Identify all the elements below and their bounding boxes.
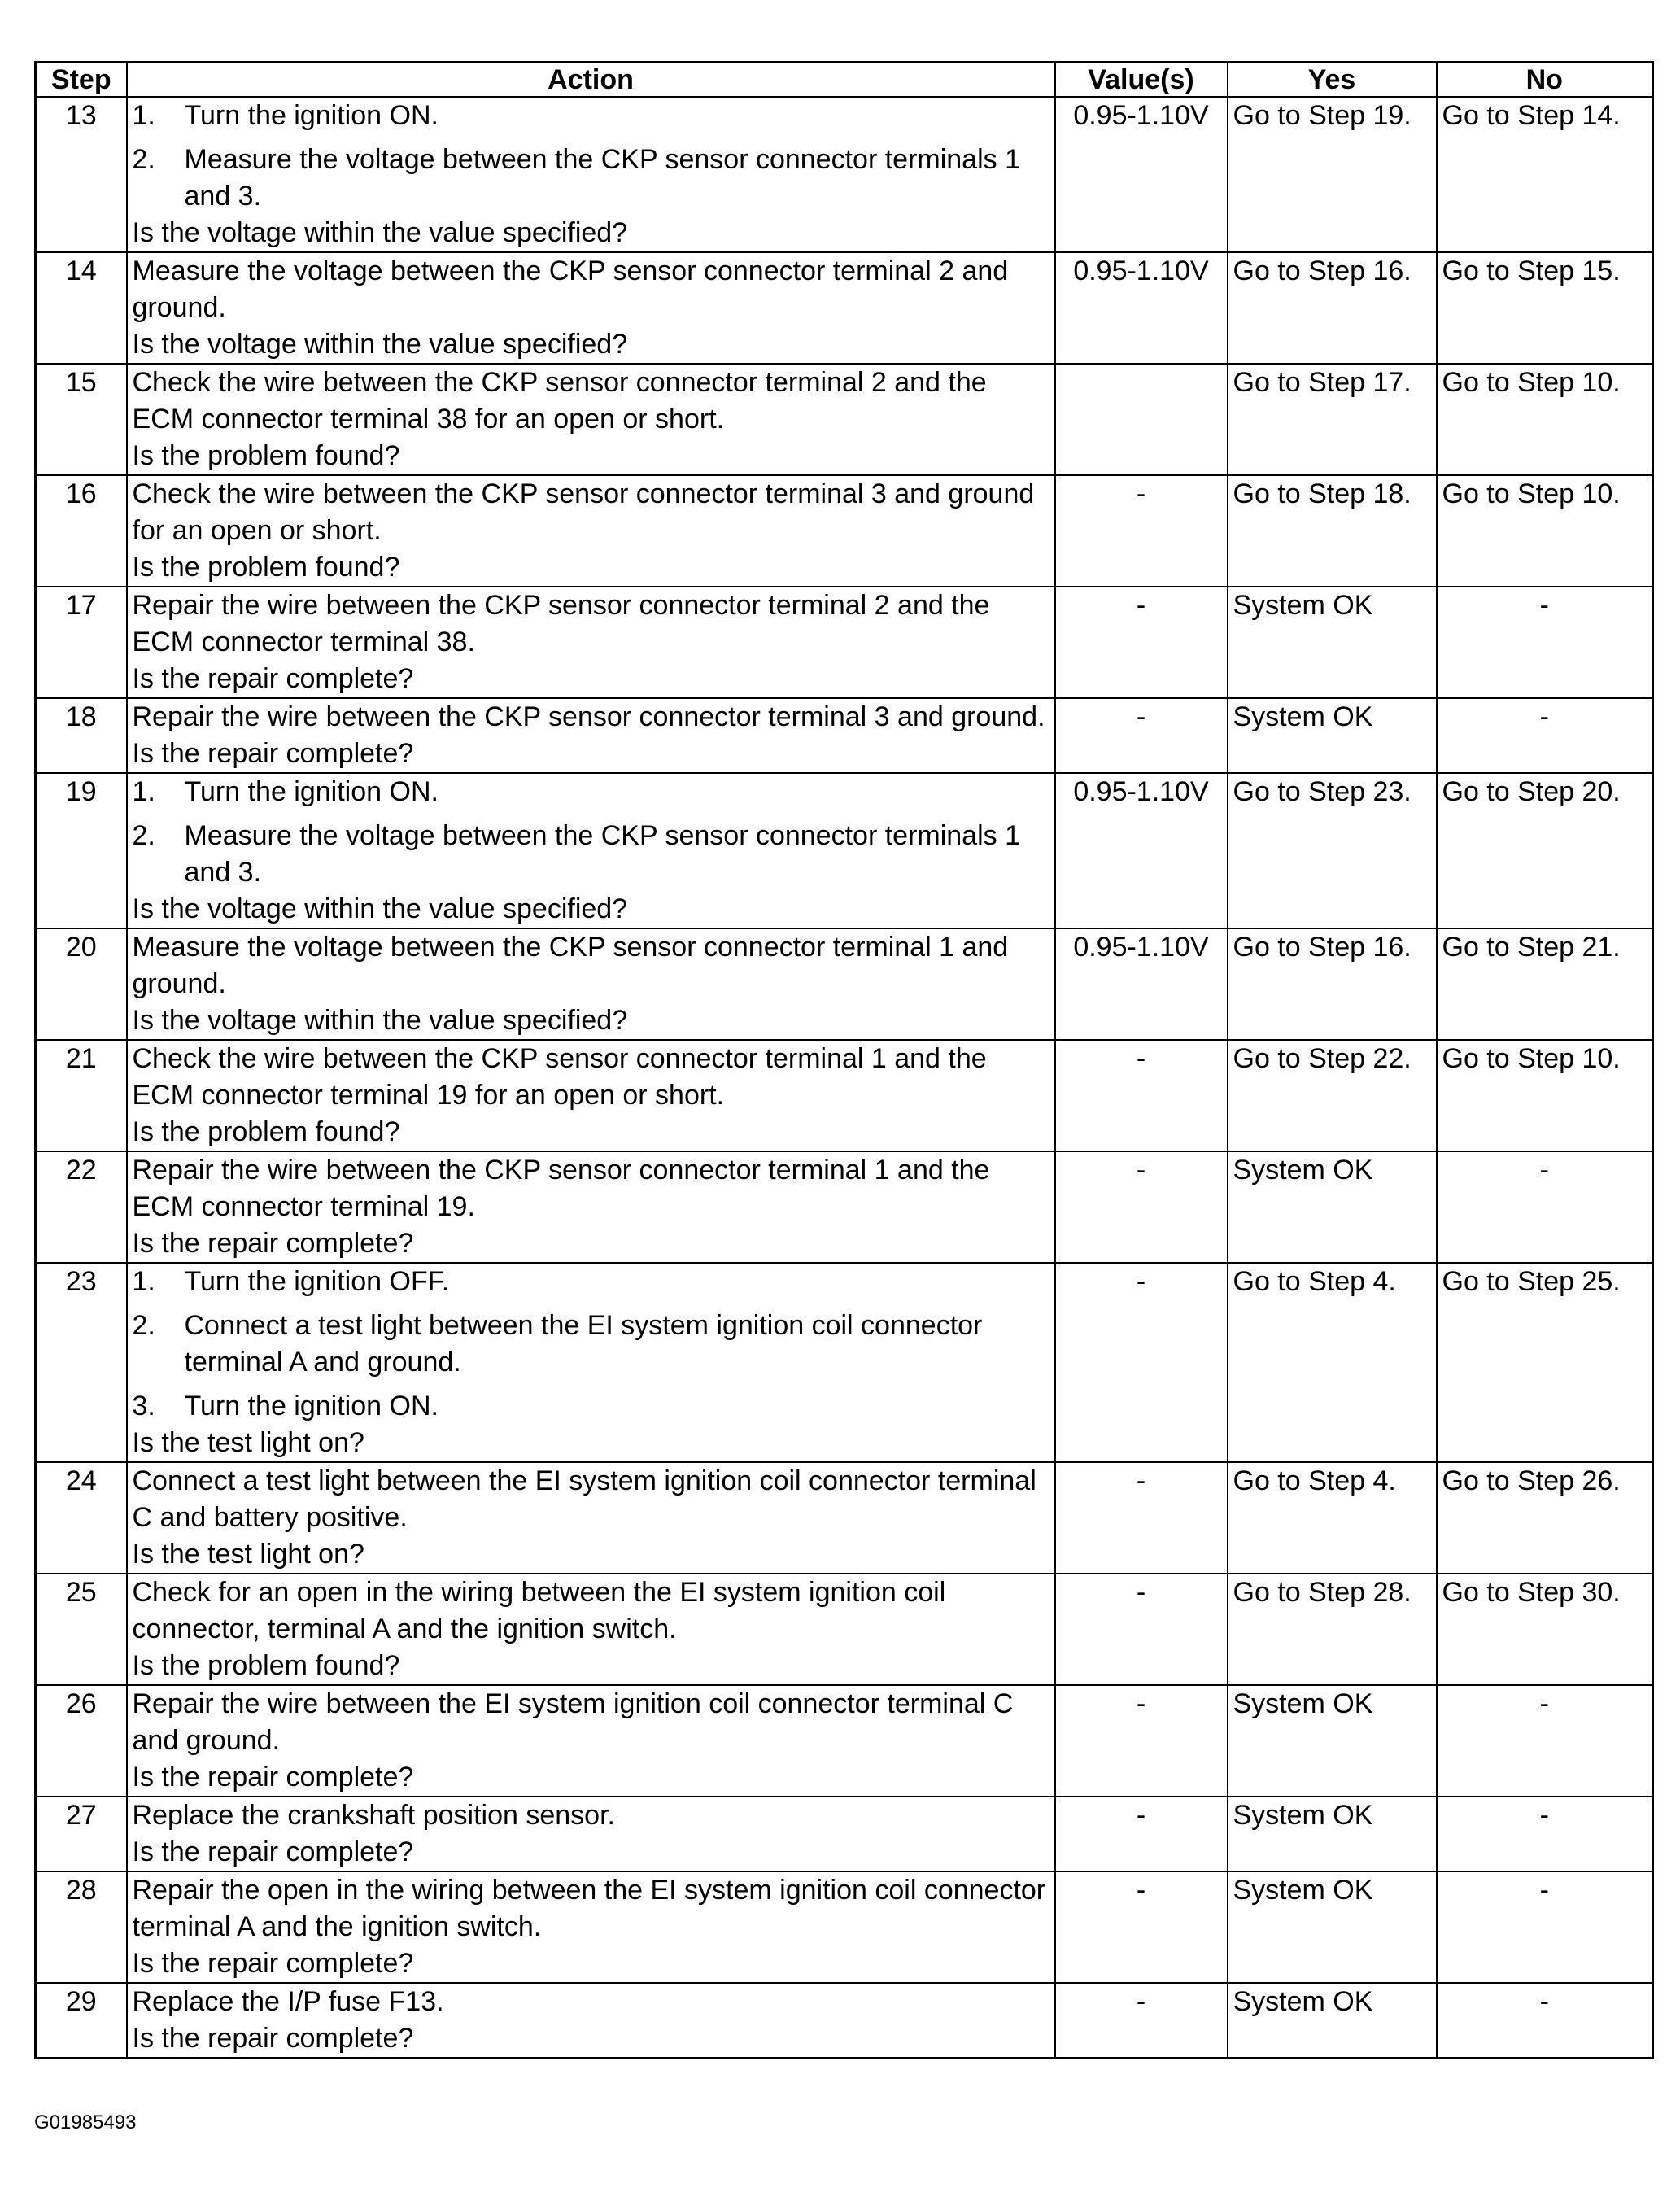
substep-text: Turn the ignition OFF.	[184, 1266, 450, 1297]
yes-cell: System OK	[1228, 587, 1437, 698]
value-cell: -	[1055, 1151, 1228, 1263]
step-number: 21	[36, 1040, 127, 1151]
yes-cell: System OK	[1228, 1797, 1437, 1871]
figure-code: G01985493	[34, 2111, 137, 2133]
yes-cell: Go to Step 16.	[1228, 252, 1437, 364]
yes-cell: Go to Step 23.	[1228, 773, 1437, 928]
value-cell	[1055, 364, 1228, 475]
action-text: Check for an open in the wiring between the EI system ignition coil connector, terminal A and the ignition switch.	[132, 1577, 946, 1644]
action-question: Is the voltage within the value specified?	[132, 893, 628, 924]
no-cell: Go to Step 21.	[1437, 928, 1653, 1040]
step-number: 18	[36, 698, 127, 773]
table-header-row	[36, 63, 1653, 98]
value-cell: -	[1055, 1871, 1228, 1983]
action-question: Is the voltage within the value specified?	[132, 1005, 628, 1036]
substep-text: Turn the ignition ON.	[184, 1391, 439, 1421]
substep-number: 2.	[132, 144, 155, 175]
value-cell: -	[1055, 1983, 1228, 2059]
no-cell: Go to Step 26.	[1437, 1462, 1653, 1574]
action-text: Repair the wire between the CKP sensor connector terminal 2 and the ECM connector terminal 38.	[132, 590, 990, 657]
diagnostic-table-page	[34, 61, 1652, 2059]
action-cell	[127, 1797, 1055, 1871]
action-cell	[127, 1263, 1055, 1462]
step-number: 24	[36, 1462, 127, 1574]
table-row	[36, 587, 1653, 698]
yes-cell: Go to Step 4.	[1228, 1462, 1437, 1574]
action-text: Repair the wire between the CKP sensor connector terminal 3 and ground.	[132, 701, 1045, 732]
step-number: 20	[36, 928, 127, 1040]
action-text: Check the wire between the CKP sensor connector terminal 2 and the ECM connector terminal 38 for an open or short.	[132, 367, 987, 434]
action-cell	[127, 1151, 1055, 1263]
no-cell: Go to Step 20.	[1437, 773, 1653, 928]
action-cell	[127, 475, 1055, 587]
action-text: Connect a test light between the EI system ignition coil connector terminal C and battery positive.	[132, 1465, 1036, 1533]
substep-text: Measure the voltage between the CKP sensor connector terminals 1 and 3.	[184, 820, 1021, 888]
action-question: Is the repair complete?	[132, 1228, 414, 1259]
action-text: Check the wire between the CKP sensor connector terminal 3 and ground for an open or short.	[132, 478, 1035, 546]
substep-number: 3.	[132, 1391, 155, 1421]
action-cell	[127, 1871, 1055, 1983]
no-cell: -	[1437, 1797, 1653, 1871]
action-question: Is the repair complete?	[132, 1836, 414, 1867]
header-step: Step	[36, 63, 127, 98]
step-number: 26	[36, 1685, 127, 1797]
value-cell: -	[1055, 1574, 1228, 1685]
table-row	[36, 1871, 1653, 1983]
substep-text: Connect a test light between the EI system ignition coil connector terminal A and ground.	[184, 1310, 983, 1378]
action-cell	[127, 587, 1055, 698]
value-cell: 0.95-1.10V	[1055, 97, 1228, 252]
table-row	[36, 1263, 1653, 1462]
no-cell: -	[1437, 1983, 1653, 2059]
table-row	[36, 1574, 1653, 1685]
action-cell	[127, 1574, 1055, 1685]
yes-cell: Go to Step 18.	[1228, 475, 1437, 587]
table-row	[36, 773, 1653, 928]
action-question: Is the problem found?	[132, 440, 400, 471]
action-question: Is the voltage within the value specified?	[132, 217, 628, 248]
value-cell: -	[1055, 475, 1228, 587]
substep-number: 1.	[132, 776, 155, 807]
action-text: Repair the wire between the EI system ignition coil connector terminal C and ground.	[132, 1688, 1014, 1756]
no-cell: -	[1437, 587, 1653, 698]
action-question: Is the voltage within the value specified?	[132, 329, 628, 360]
table-row	[36, 97, 1653, 252]
value-cell: 0.95-1.10V	[1055, 252, 1228, 364]
yes-cell: System OK	[1228, 1685, 1437, 1797]
action-question: Is the repair complete?	[132, 663, 414, 694]
table-row	[36, 1685, 1653, 1797]
value-cell: -	[1055, 1462, 1228, 1574]
substep-number: 2.	[132, 820, 155, 851]
table-row	[36, 1983, 1653, 2059]
action-cell	[127, 928, 1055, 1040]
substep-number: 1.	[132, 1266, 155, 1297]
action-cell	[127, 1040, 1055, 1151]
yes-cell: Go to Step 16.	[1228, 928, 1437, 1040]
step-number: 25	[36, 1574, 127, 1685]
no-cell: Go to Step 10.	[1437, 364, 1653, 475]
header-action: Action	[127, 63, 1055, 98]
action-cell	[127, 1462, 1055, 1574]
no-cell: Go to Step 30.	[1437, 1574, 1653, 1685]
action-substep	[133, 142, 1049, 215]
action-question: Is the problem found?	[132, 552, 400, 583]
action-cell	[127, 364, 1055, 475]
no-cell: Go to Step 14.	[1437, 97, 1653, 252]
table-row	[36, 1797, 1653, 1871]
substep-number: 1.	[132, 100, 155, 131]
substep-text: Measure the voltage between the CKP sensor connector terminals 1 and 3.	[184, 144, 1021, 212]
action-substep	[133, 1264, 1049, 1300]
yes-cell: System OK	[1228, 1151, 1437, 1263]
action-text: Repair the wire between the CKP sensor connector terminal 1 and the ECM connector terminal 19.	[132, 1155, 990, 1222]
yes-cell: System OK	[1228, 1871, 1437, 1983]
table-row	[36, 698, 1653, 773]
yes-cell: System OK	[1228, 1983, 1437, 2059]
action-text: Measure the voltage between the CKP sensor connector terminal 2 and ground.	[132, 255, 1009, 323]
header-yes: Yes	[1228, 63, 1437, 98]
step-number: 29	[36, 1983, 127, 2059]
no-cell: -	[1437, 698, 1653, 773]
substep-text: Turn the ignition ON.	[184, 100, 439, 131]
no-cell: -	[1437, 1871, 1653, 1983]
table-row	[36, 252, 1653, 364]
no-cell: -	[1437, 1685, 1653, 1797]
action-text: Repair the open in the wiring between the EI system ignition coil connector terminal A and the ignition switch.	[132, 1875, 1046, 1942]
no-cell: Go to Step 10.	[1437, 475, 1653, 587]
action-question: Is the test light on?	[132, 1427, 364, 1458]
action-question: Is the repair complete?	[132, 2023, 414, 2054]
action-question: Is the test light on?	[132, 1539, 364, 1570]
step-number: 13	[36, 97, 127, 252]
action-question: Is the repair complete?	[132, 1948, 414, 1979]
action-text: Replace the crankshaft position sensor.	[132, 1800, 615, 1831]
table-row	[36, 1040, 1653, 1151]
value-cell: -	[1055, 1040, 1228, 1151]
yes-cell: Go to Step 28.	[1228, 1574, 1437, 1685]
table-row	[36, 475, 1653, 587]
step-number: 16	[36, 475, 127, 587]
header-no: No	[1437, 63, 1653, 98]
value-cell: -	[1055, 698, 1228, 773]
action-text: Check the wire between the CKP sensor connector terminal 1 and the ECM connector terminal 19 for an open or short.	[132, 1043, 987, 1111]
step-number: 17	[36, 587, 127, 698]
action-question: Is the problem found?	[132, 1650, 400, 1681]
value-cell: -	[1055, 1263, 1228, 1462]
yes-cell: System OK	[1228, 698, 1437, 773]
step-number: 22	[36, 1151, 127, 1263]
action-cell	[127, 97, 1055, 252]
action-cell	[127, 698, 1055, 773]
action-cell	[127, 773, 1055, 928]
action-cell	[127, 1685, 1055, 1797]
no-cell: Go to Step 25.	[1437, 1263, 1653, 1462]
yes-cell: Go to Step 17.	[1228, 364, 1437, 475]
substep-text: Turn the ignition ON.	[184, 776, 439, 807]
action-question: Is the problem found?	[132, 1116, 400, 1147]
step-number: 27	[36, 1797, 127, 1871]
value-cell: -	[1055, 1685, 1228, 1797]
action-text: Measure the voltage between the CKP sensor connector terminal 1 and ground.	[132, 932, 1009, 999]
no-cell: Go to Step 10.	[1437, 1040, 1653, 1151]
value-cell: -	[1055, 1797, 1228, 1871]
table-row	[36, 1462, 1653, 1574]
no-cell: -	[1437, 1151, 1653, 1263]
yes-cell: Go to Step 19.	[1228, 97, 1437, 252]
step-number: 15	[36, 364, 127, 475]
step-number: 23	[36, 1263, 127, 1462]
action-substep	[133, 774, 1049, 810]
diagnostic-table	[34, 61, 1654, 2059]
value-cell: 0.95-1.10V	[1055, 928, 1228, 1040]
action-question: Is the repair complete?	[132, 738, 414, 769]
value-cell: -	[1055, 587, 1228, 698]
table-body	[36, 97, 1653, 2059]
action-substep	[133, 1388, 1049, 1425]
action-substep	[133, 818, 1049, 891]
table-row	[36, 928, 1653, 1040]
yes-cell: Go to Step 4.	[1228, 1263, 1437, 1462]
yes-cell: Go to Step 22.	[1228, 1040, 1437, 1151]
no-cell: Go to Step 15.	[1437, 252, 1653, 364]
substep-number: 2.	[132, 1310, 155, 1341]
action-text: Replace the I/P fuse F13.	[132, 1986, 444, 2017]
action-question: Is the repair complete?	[132, 1762, 414, 1792]
step-number: 14	[36, 252, 127, 364]
header-values: Value(s)	[1055, 63, 1228, 98]
action-cell	[127, 1983, 1055, 2059]
action-substep	[133, 98, 1049, 134]
step-number: 19	[36, 773, 127, 928]
action-substep	[133, 1308, 1049, 1381]
table-row	[36, 364, 1653, 475]
action-cell	[127, 252, 1055, 364]
step-number: 28	[36, 1871, 127, 1983]
value-cell: 0.95-1.10V	[1055, 773, 1228, 928]
table-row	[36, 1151, 1653, 1263]
